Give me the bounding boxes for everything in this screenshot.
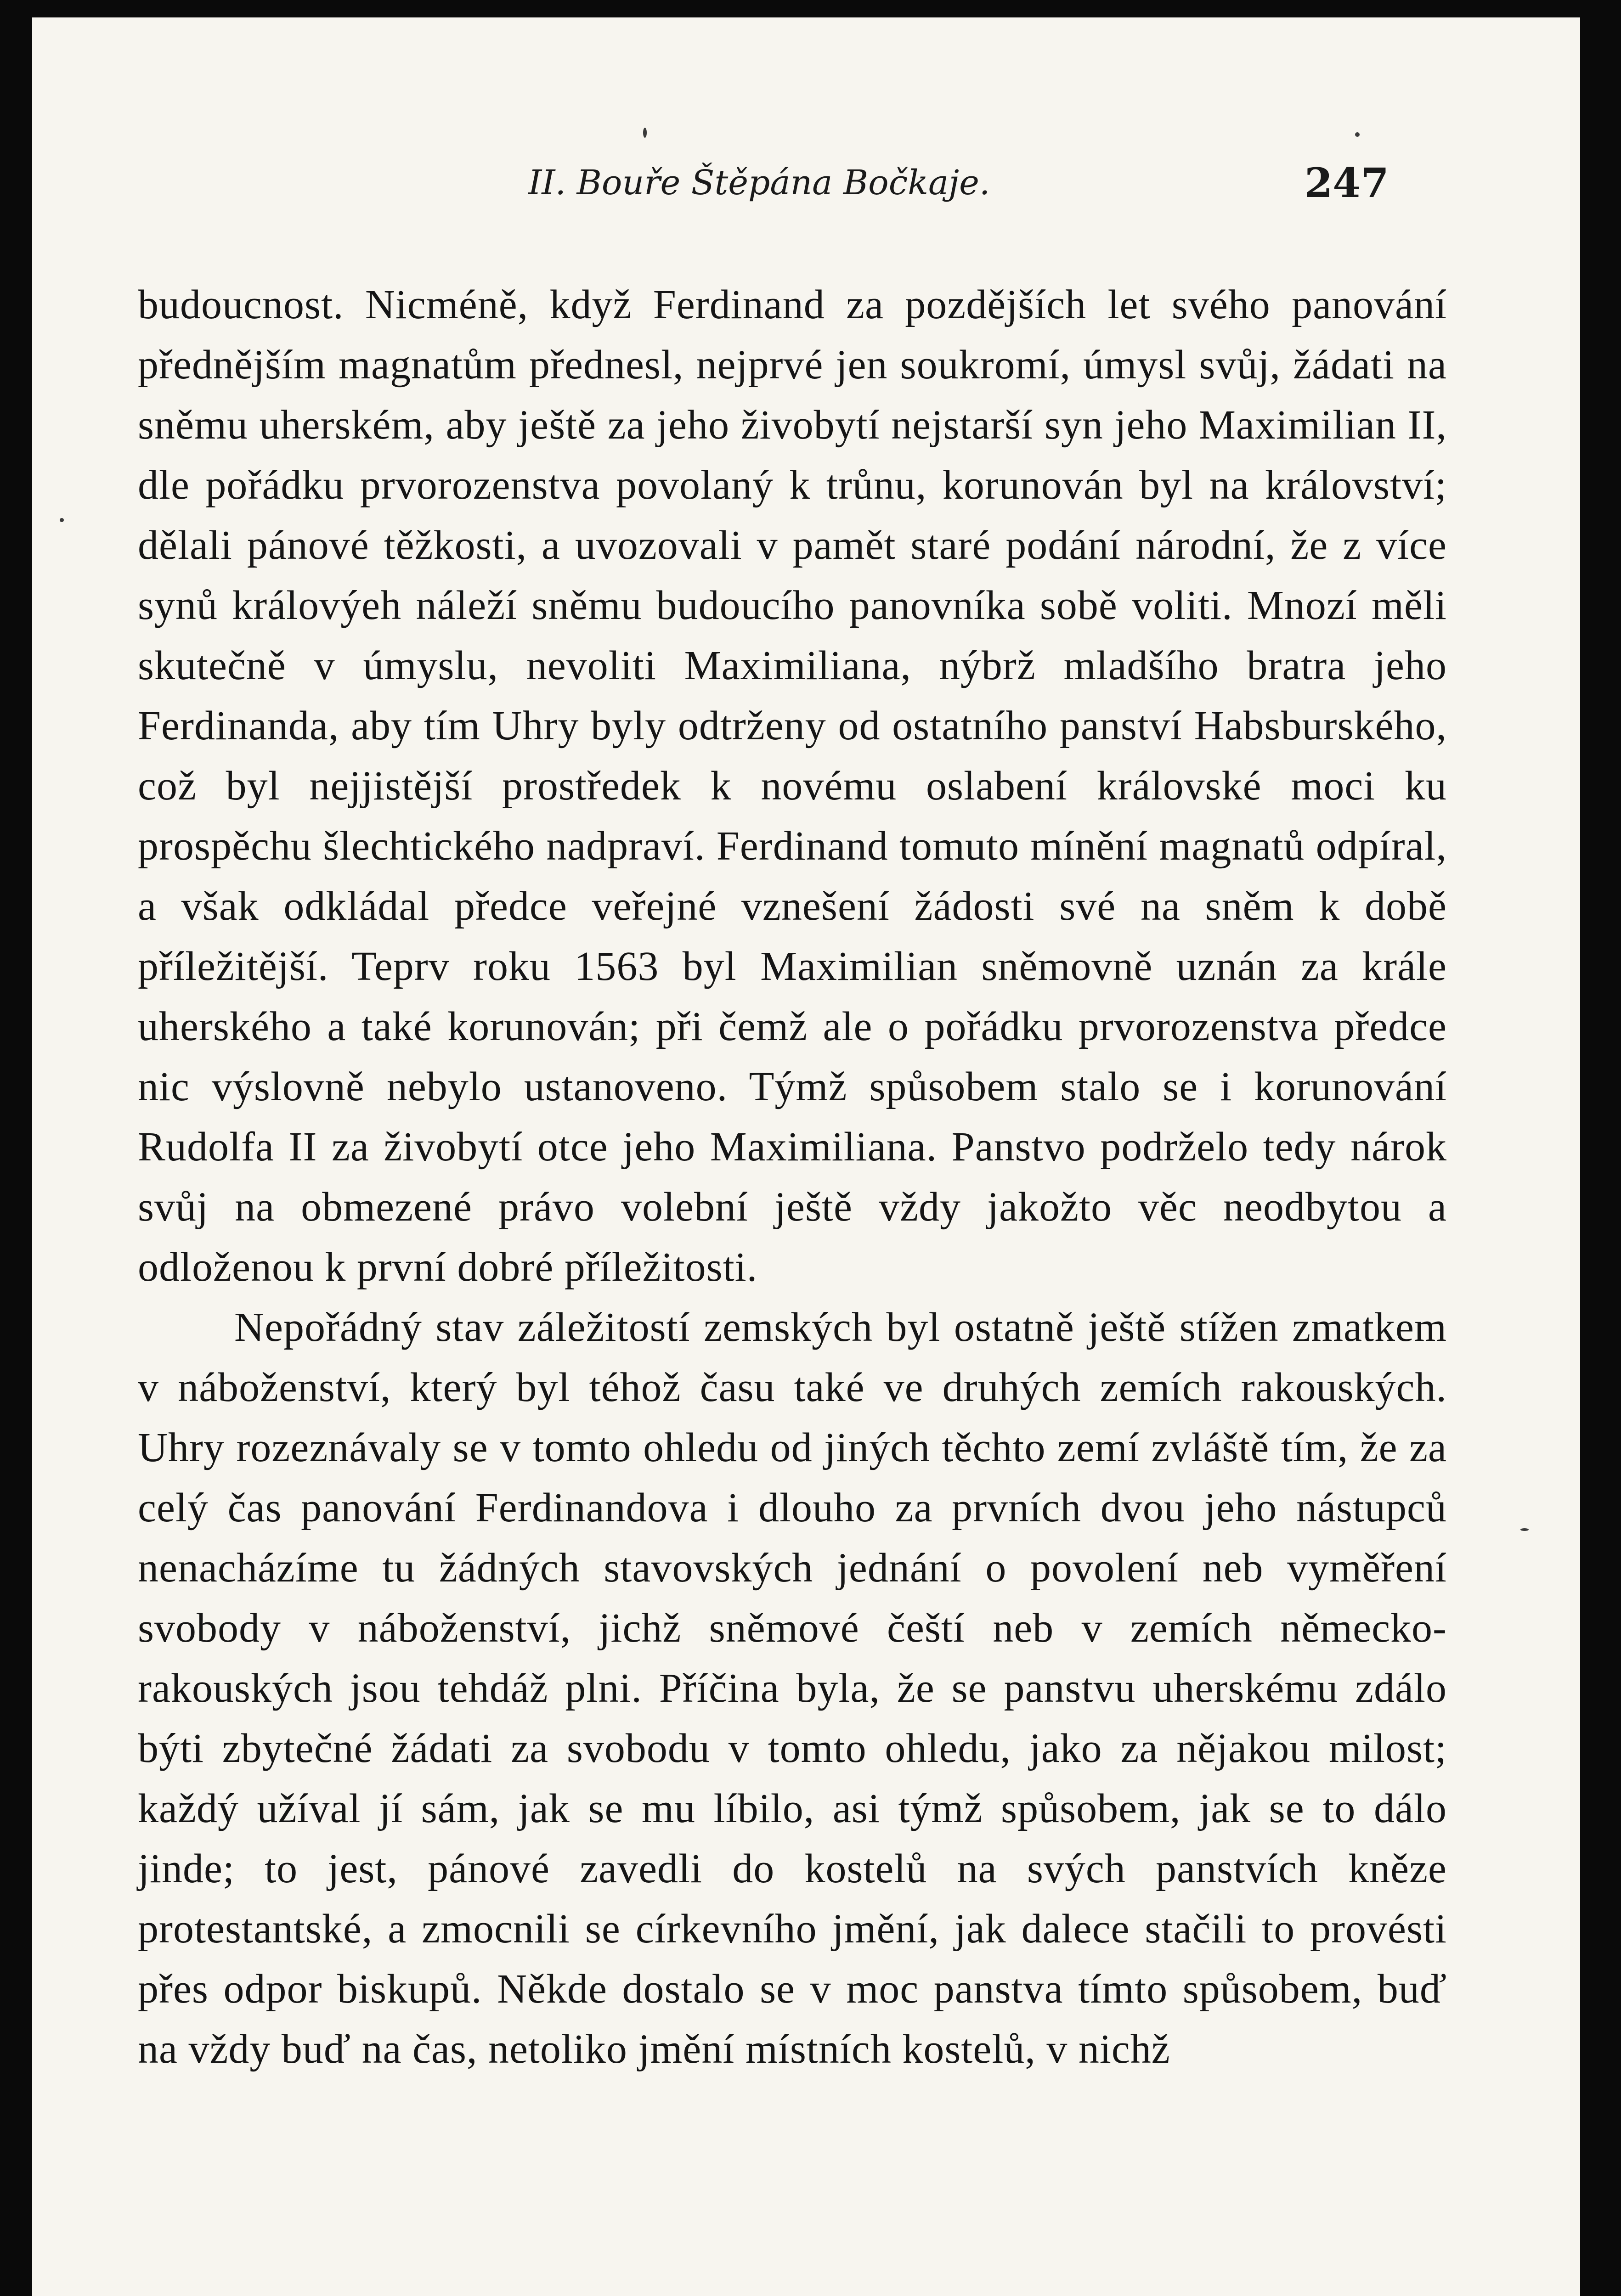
page-number: 247 xyxy=(1305,159,1389,207)
scan-speck xyxy=(60,518,64,522)
body-text xyxy=(138,275,1447,2079)
book-page xyxy=(32,17,1580,2296)
running-head xyxy=(32,158,1580,226)
scan-speck xyxy=(1355,132,1360,137)
scan-speck xyxy=(1520,1528,1529,1531)
scan-speck xyxy=(643,128,647,138)
running-title: II. Bouře Štěpána Bočkaje. xyxy=(528,163,990,203)
paragraph: budoucnost. Nicméně, když Ferdinand za pozdějších let svého panování přednějším magnatům přednesl, nejprvé jen soukromí, úmysl svůj, žádati na sněmu uherském, aby ještě za jeho živobytí nejstarší syn jeho Maximilian II, dle pořádku prvorozenstva povolaný k trůnu, korunován byl na království; dělali pánové těžkosti, a uvozovali v pamět staré podání národní, že z více synů královýeh náleží sněmu budoucího panovníka sobě voliti. Mnozí měli skutečně v úmyslu, nevoliti Maximiliana, nýbrž mladšího bratra jeho Ferdinanda, aby tím Uhry byly odtrženy od ostatního panství Habsburského, což byl nejjistější prostředek k novému oslabení královské moci ku prospěchu šlechtického nadpraví. Ferdinand tomuto mínění magnatů odpíral, a však odkládal předce veřejné vznešení žádosti své na sněm k době příležitější. Teprv roku 1563 byl Maximilian sněmovně uznán za krále uherského a také korunován; při čemž ale o pořádku prvorozenstva předce nic výslovně nebylo ustanoveno. Týmž spůsobem stalo se i korunování Rudolfa II za živobytí otce jeho Maximiliana. Panstvo podrželo tedy nárok svůj na obmezené právo volební ještě vždy jakožto věc neodbytou a odloženou k první dobré příležitosti. xyxy=(138,282,1447,1290)
paragraph: Nepořádný stav záležitostí zemských byl ostatně ještě stížen zmatkem v náboženství, který byl téhož času také ve druhých zemích rakouských. Uhry rozeznávaly se v tomto ohledu od jiných těchto zemí zvláště tím, že za celý čas panování Ferdinandova i dlouho za prvních dvou jeho nástupců nenacházíme tu žádných stavovských jednání o povolení neb vyměření svobody v náboženství, jichž sněmové čeští neb v zemích německo-rakouských jsou tehdáž plni. Příčina byla, že se panstvu uherskému zdálo býti zbytečné žádati za svobodu v tomto ohledu, jako za nějakou milost; každý užíval jí sám, jak se mu líbilo, asi týmž spůsobem, jak se to dálo jinde; to jest, pánové zavedli do kostelů na svých panstvích kněze protestantské, a zmocnili se církevního jmění, jak dalece stačili to provésti přes odpor biskupů. Někde dostalo se v moc panstva tímto spůsobem, buď na vždy buď na čas, netoliko jmění místních kostelů, v nichž xyxy=(138,1305,1447,2072)
